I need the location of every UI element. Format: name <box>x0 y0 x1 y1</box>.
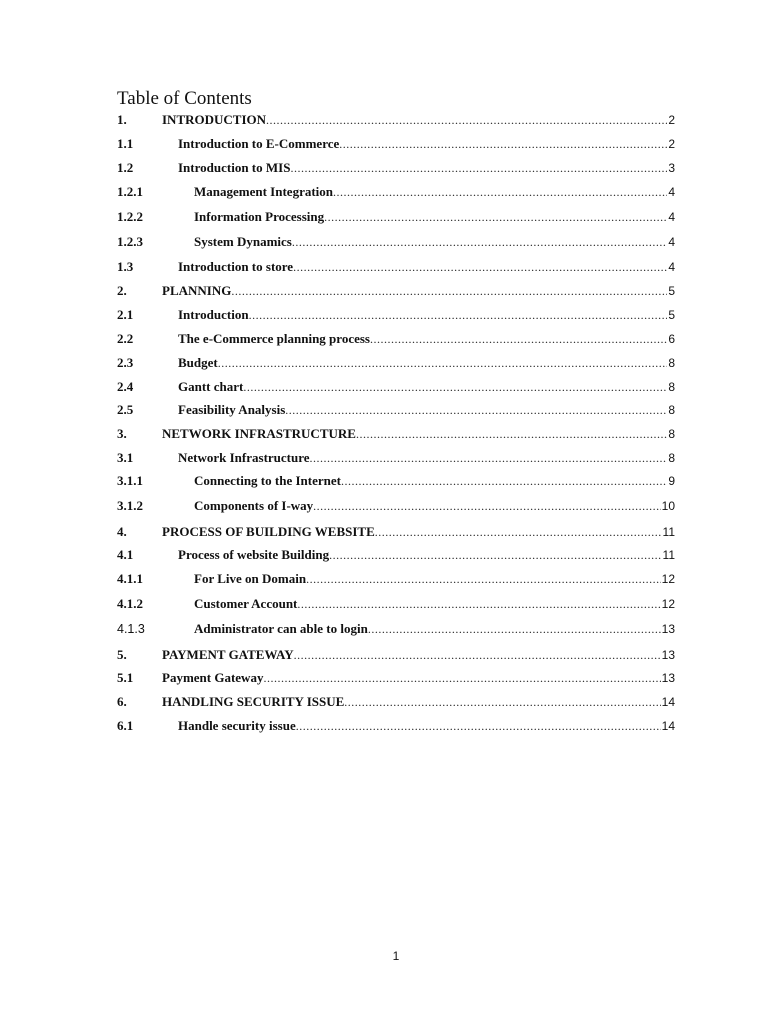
toc-dot-leader <box>344 693 660 711</box>
toc-dot-leader <box>218 354 668 372</box>
toc-entry-title: PAYMENT GATEWAY <box>162 647 294 662</box>
toc-dot-leader <box>339 135 667 153</box>
toc-entry[interactable] <box>117 717 675 735</box>
toc-dot-leader <box>324 208 667 226</box>
toc-entry-number: 6. <box>117 694 127 709</box>
toc-entry-number: 1.2 <box>117 160 134 175</box>
toc-entry-page: 12 <box>661 572 675 586</box>
toc-dot-leader <box>285 401 667 419</box>
toc-entry-title: Connecting to the Internet <box>194 473 341 488</box>
toc-entry[interactable] <box>117 159 675 177</box>
toc-entry-number: 2.4 <box>117 379 134 394</box>
toc-dot-leader <box>292 233 667 251</box>
toc-entry-title: For Live on Domain <box>194 571 307 586</box>
toc-entry-number: 4.1 <box>117 547 134 562</box>
toc-entry-number: 5. <box>117 647 127 662</box>
toc-dot-leader <box>249 306 668 324</box>
toc-entry-page: 3 <box>668 161 675 175</box>
toc-entry-page: 13 <box>661 622 675 636</box>
toc-entry-page: 8 <box>668 427 675 441</box>
toc-entry-page: 13 <box>661 671 675 685</box>
toc-dot-leader <box>313 497 660 515</box>
toc-dot-leader <box>263 669 660 687</box>
toc-dot-leader <box>341 472 667 490</box>
toc-entry-title: NETWORK INFRASTRUCTURE <box>162 426 356 441</box>
toc-entry[interactable] <box>117 258 675 276</box>
toc-entry[interactable] <box>117 620 675 638</box>
toc-entry-title: Introduction to MIS <box>178 160 291 175</box>
toc-dot-leader <box>266 111 667 129</box>
toc-entry-number: 1.2.1 <box>117 184 143 199</box>
toc-entry[interactable] <box>117 546 675 564</box>
toc-entry-number: 2.1 <box>117 307 134 322</box>
toc-entry-page: 4 <box>668 185 675 199</box>
toc-entry[interactable] <box>117 111 675 129</box>
toc-entry-page: 10 <box>661 499 675 513</box>
toc-entry-number: 2.3 <box>117 355 134 370</box>
toc-entry-number: 2. <box>117 283 127 298</box>
toc-entry-number: 1.3 <box>117 259 134 274</box>
toc-entry-number: 1.2.2 <box>117 209 143 224</box>
toc-entry-number: 1.2.3 <box>117 234 143 249</box>
toc-entry[interactable] <box>117 135 675 153</box>
toc-dot-leader <box>329 546 661 564</box>
toc-entry[interactable] <box>117 425 675 443</box>
toc-entry-number: 3.1 <box>117 450 134 465</box>
toc-entry-page: 5 <box>668 284 675 298</box>
toc-entry-title: PROCESS OF BUILDING WEBSITE <box>162 524 375 539</box>
toc-entry-page: 13 <box>661 648 675 662</box>
toc-entry-title: Gantt chart <box>178 379 244 394</box>
toc-entry-title: Payment Gateway <box>162 670 264 685</box>
toc-entry-page: 11 <box>662 525 675 539</box>
toc-entry-title: Handle security issue <box>178 718 296 733</box>
toc-entry-number: 6.1 <box>117 718 134 733</box>
toc-entry[interactable] <box>117 401 675 419</box>
toc-entry-number: 4.1.1 <box>117 571 143 586</box>
toc-entry-title: Introduction to store <box>178 259 294 274</box>
toc-entry-page: 6 <box>668 332 675 346</box>
toc-entry[interactable] <box>117 183 675 201</box>
toc-entry-number: 1. <box>117 112 127 127</box>
toc-entry-title: System Dynamics <box>194 234 292 249</box>
toc-entry[interactable] <box>117 306 675 324</box>
toc-dot-leader <box>293 258 667 276</box>
toc-entry[interactable] <box>117 497 675 515</box>
toc-entry-page: 8 <box>668 356 675 370</box>
toc-entry-title: The e-Commerce planning process <box>178 331 370 346</box>
toc-entry-title: Budget <box>178 355 218 370</box>
toc-entry-number: 3. <box>117 426 127 441</box>
toc-entry-title: PLANNING <box>162 283 232 298</box>
toc-entry-number: 4. <box>117 524 127 539</box>
toc-entry-page: 2 <box>668 113 675 127</box>
toc-entry[interactable] <box>117 646 675 664</box>
toc-entry-number: 4.1.2 <box>117 596 143 611</box>
toc-entry[interactable] <box>117 693 675 711</box>
toc-entry[interactable] <box>117 523 675 541</box>
toc-entry-page: 2 <box>668 137 675 151</box>
toc-entry-page: 4 <box>668 260 675 274</box>
toc-entry-number: 1.1 <box>117 136 134 151</box>
toc-entry-title: HANDLING SECURITY ISSUE <box>162 694 345 709</box>
toc-entry-number: 3.1.2 <box>117 498 143 513</box>
toc-entry[interactable] <box>117 595 675 613</box>
toc-entry[interactable] <box>117 282 675 300</box>
toc-entry-page: 8 <box>668 451 675 465</box>
toc-dot-leader <box>306 570 661 588</box>
toc-entry[interactable] <box>117 208 675 226</box>
toc-entry-page: 4 <box>668 235 675 249</box>
toc-entry-page: 8 <box>668 403 675 417</box>
toc-entry-number: 2.2 <box>117 331 134 346</box>
toc-entry-title: Management Integration <box>194 184 334 199</box>
toc-entry-title: Information Processing <box>194 209 325 224</box>
toc-entry-page: 8 <box>668 380 675 394</box>
toc-dot-leader <box>243 378 667 396</box>
toc-entry-number: 2.5 <box>117 402 134 417</box>
toc-entry-page: 14 <box>661 695 675 709</box>
page-number: 1 <box>392 949 400 963</box>
toc-dot-leader <box>356 425 667 443</box>
toc-entry-number: 4.1.3 <box>117 622 145 636</box>
toc-entry-number: 3.1.1 <box>117 473 143 488</box>
toc-entry-title: Feasibility Analysis <box>178 402 286 417</box>
toc-entry-page: 11 <box>662 548 675 562</box>
toc-dot-leader <box>368 620 661 638</box>
toc-entry[interactable] <box>117 570 675 588</box>
toc-entry[interactable] <box>117 472 675 490</box>
toc-dot-leader <box>370 330 667 348</box>
toc-dot-leader <box>294 646 661 664</box>
toc-entry-title: Process of website Building <box>178 547 330 562</box>
toc-entry[interactable] <box>117 233 675 251</box>
toc-entry-page: 4 <box>668 210 675 224</box>
toc-entry-title: Network Infrastructure <box>178 450 310 465</box>
toc-entry-title: Customer Account <box>194 596 298 611</box>
toc-entry[interactable] <box>117 330 675 348</box>
toc-dot-leader <box>290 159 667 177</box>
toc-dot-leader <box>333 183 667 201</box>
toc-entry-number: 5.1 <box>117 670 134 685</box>
toc-entry-title: Components of I-way <box>194 498 314 513</box>
toc-dot-leader <box>297 595 660 613</box>
toc-dot-leader <box>231 282 667 300</box>
toc-entry-page: 12 <box>661 597 675 611</box>
toc-dot-leader <box>375 523 662 541</box>
toc-entry[interactable] <box>117 449 675 467</box>
toc-title: Table of Contents <box>117 88 252 109</box>
toc-entry[interactable] <box>117 354 675 372</box>
toc-entry-page: 5 <box>668 308 675 322</box>
toc-entry-title: Introduction <box>178 307 249 322</box>
toc-entry[interactable] <box>117 378 675 396</box>
toc-entry-title: Administrator can able to login <box>194 621 368 636</box>
toc-entry-page: 14 <box>661 719 675 733</box>
toc-entry[interactable] <box>117 669 675 687</box>
toc-dot-leader <box>296 717 661 735</box>
toc-dot-leader <box>310 449 668 467</box>
toc-entry-title: Introduction to E-Commerce <box>178 136 340 151</box>
toc-entry-page: 9 <box>668 474 675 488</box>
toc-entry-title: INTRODUCTION <box>162 112 267 127</box>
